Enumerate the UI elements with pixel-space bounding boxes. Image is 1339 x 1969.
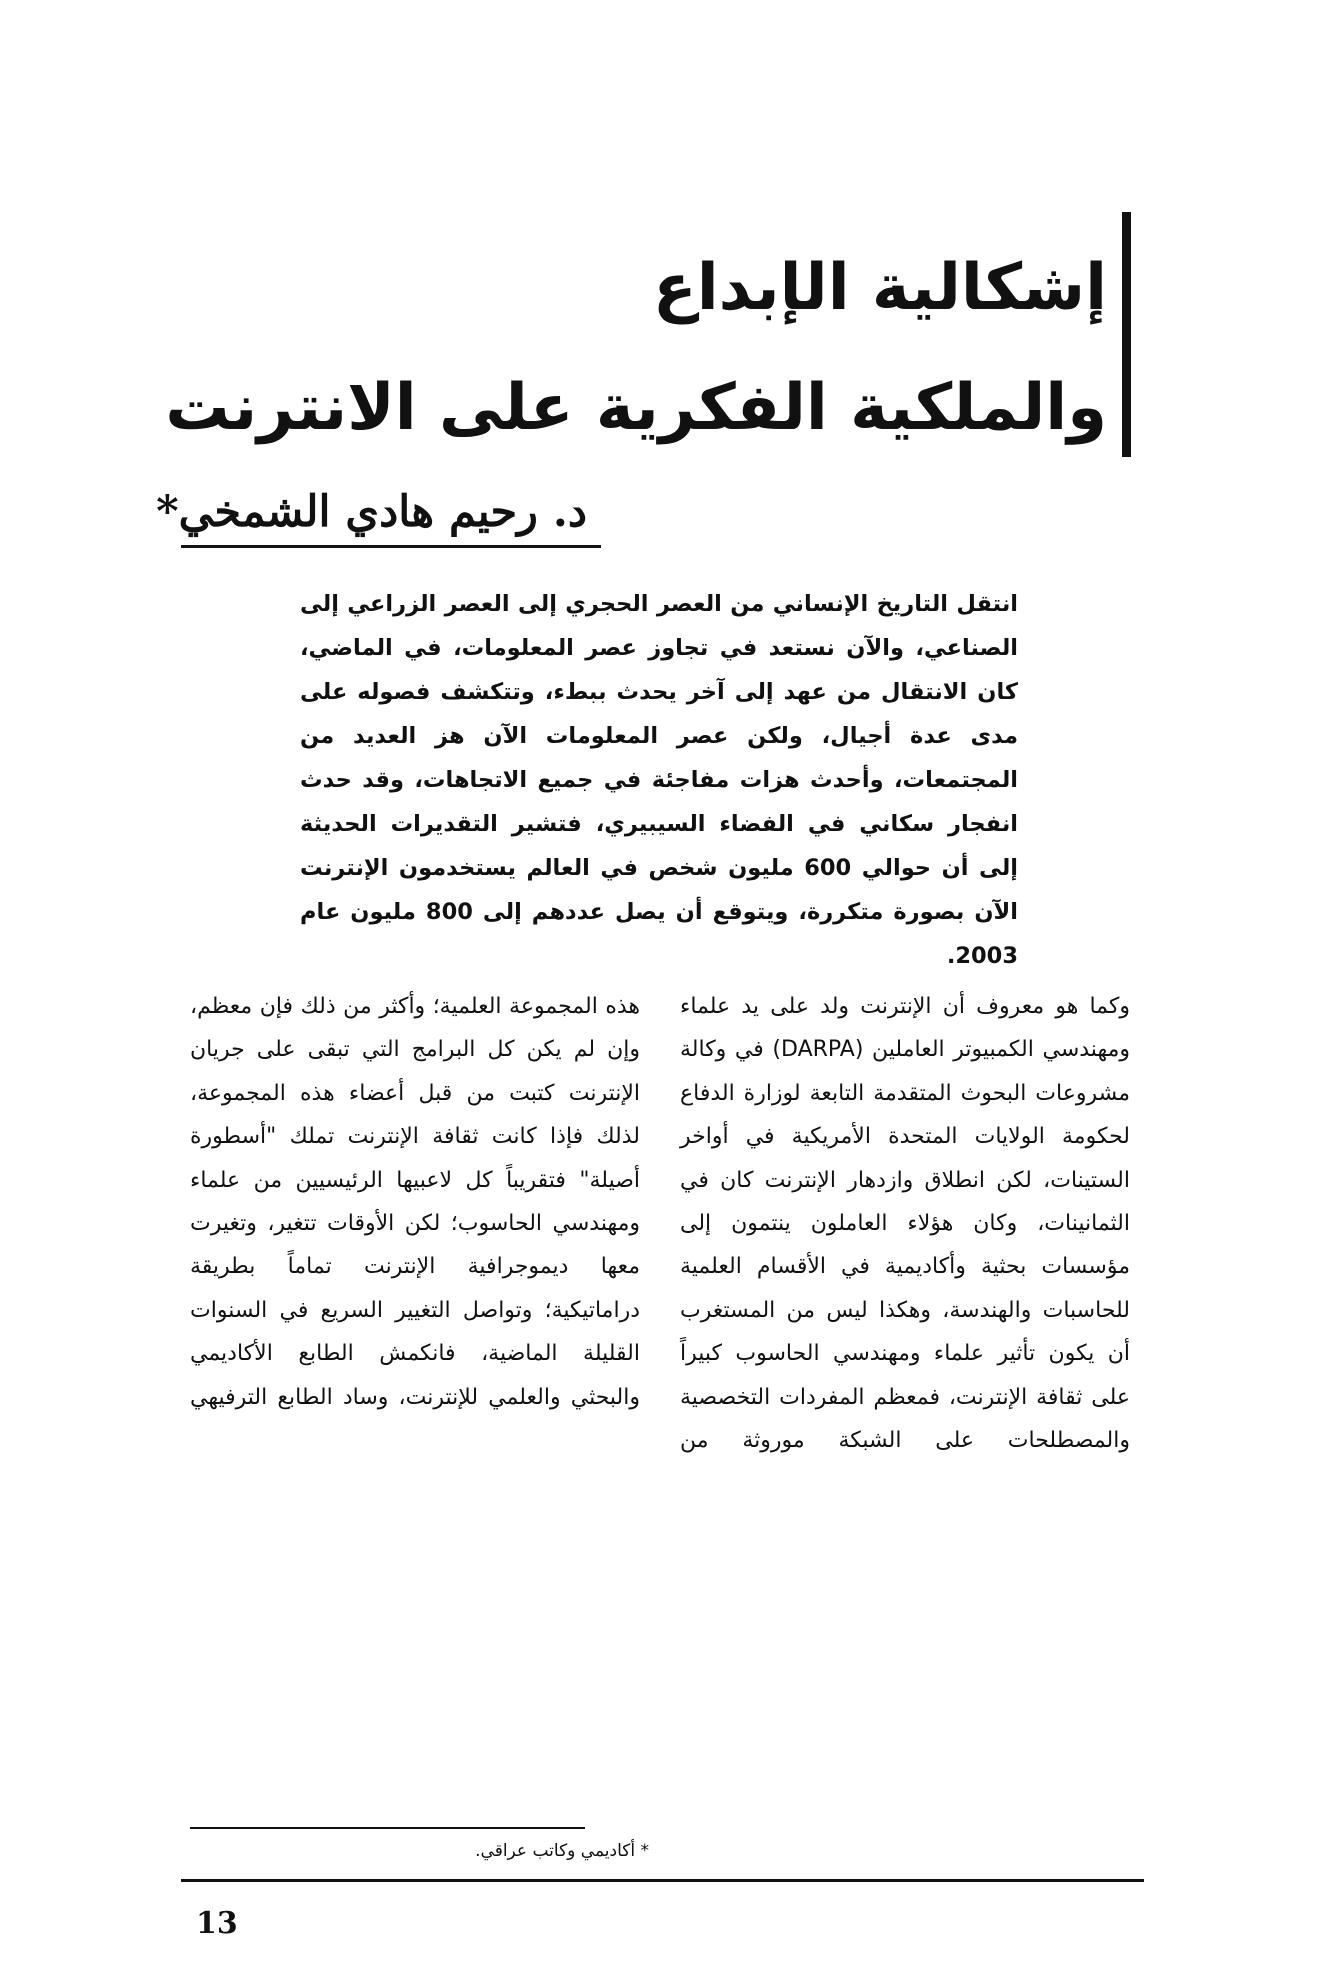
footnote-separator bbox=[190, 1827, 585, 1829]
article-title-line-2: والملكية الفكرية على الانترنت bbox=[165, 371, 1107, 445]
body-paragraph: هذه المجموعة العلمية؛ وأكثر من ذلك فإن معظم، وإن لم يكن كل البرامج التي تبقى على جريان الإنترنت كتبت من قبل أعضاء هذه المجموعة، لذلك فإذا كانت ثقافة الإنترنت تملك "أسطورة أصيلة" فتقريباً كل لاعبيها الرئيسيين من علماء ومهندسي الحاسوب؛ لكن الأوقات تتغير، وتغيرت معها ديموجرافية الإنترنت تماماً بطريقة دراماتيكية؛ وتواصل التغيير السريع في السنوات القليلة الماضية، فانكمش الطابع الأكاديمي والبحثي والعلمي للإنترنت، وساد الطابع الترفيهي bbox=[190, 994, 640, 1410]
body-column-right bbox=[680, 985, 1130, 1462]
body-column-left bbox=[190, 985, 640, 1419]
page-number: 13 bbox=[196, 1906, 238, 1941]
author-name: د. رحيم هادي الشمخي* bbox=[156, 487, 587, 537]
article-title-line-1: إشكالية الإبداع bbox=[652, 251, 1107, 325]
author-underline bbox=[181, 545, 601, 548]
abstract-paragraph: انتقل التاريخ الإنساني من العصر الحجري إلى العصر الزراعي إلى الصناعي، والآن نستعد في تجاوز عصر المعلومات، في الماضي، كان الانتقال من عهد إلى آخر يحدث ببطء، وتتكشف فصوله على مدى عدة أجيال، ولكن عصر المعلومات الآن هز العديد من المجتمعات، وأحدث هزات مفاجئة في جميع الاتجاهات، وقد حدث انفجار سكاني في الفضاء السيبيري، فتشير التقديرات الحديثة إلى أن حوالي 600 مليون شخص في العالم يستخدمون الإنترنت الآن بصورة متكررة، ويتوقع أن يصل عددهم إلى 800 مليون عام 2003. bbox=[300, 591, 1018, 969]
footnote: * أكاديمي وكاتب عراقي. bbox=[475, 1841, 649, 1861]
title-accent-bar bbox=[1122, 212, 1131, 457]
body-paragraph: وكما هو معروف أن الإنترنت ولد على يد علماء ومهندسي الكمبيوتر العاملين (DARPA) في وكالة مشروعات البحوث المتقدمة التابعة لوزارة الدفاع لحكومة الولايات المتحدة الأمريكية في أواخر الستينات، لكن انطلاق وازدهار الإنترنت كان في الثمانينات، وكان هؤلاء العاملون ينتمون إلى مؤسسات بحثية وأكاديمية في الأقسام العلمية للحاسبات والهندسة، وهكذا ليس من المستغرب أن يكون تأثير علماء ومهندسي الحاسوب كبيراً على ثقافة الإنترنت، فمعظم المفردات التخصصية والمصطلحات على الشبكة موروثة من bbox=[680, 994, 1130, 1454]
page-bottom-rule bbox=[181, 1879, 1144, 1882]
